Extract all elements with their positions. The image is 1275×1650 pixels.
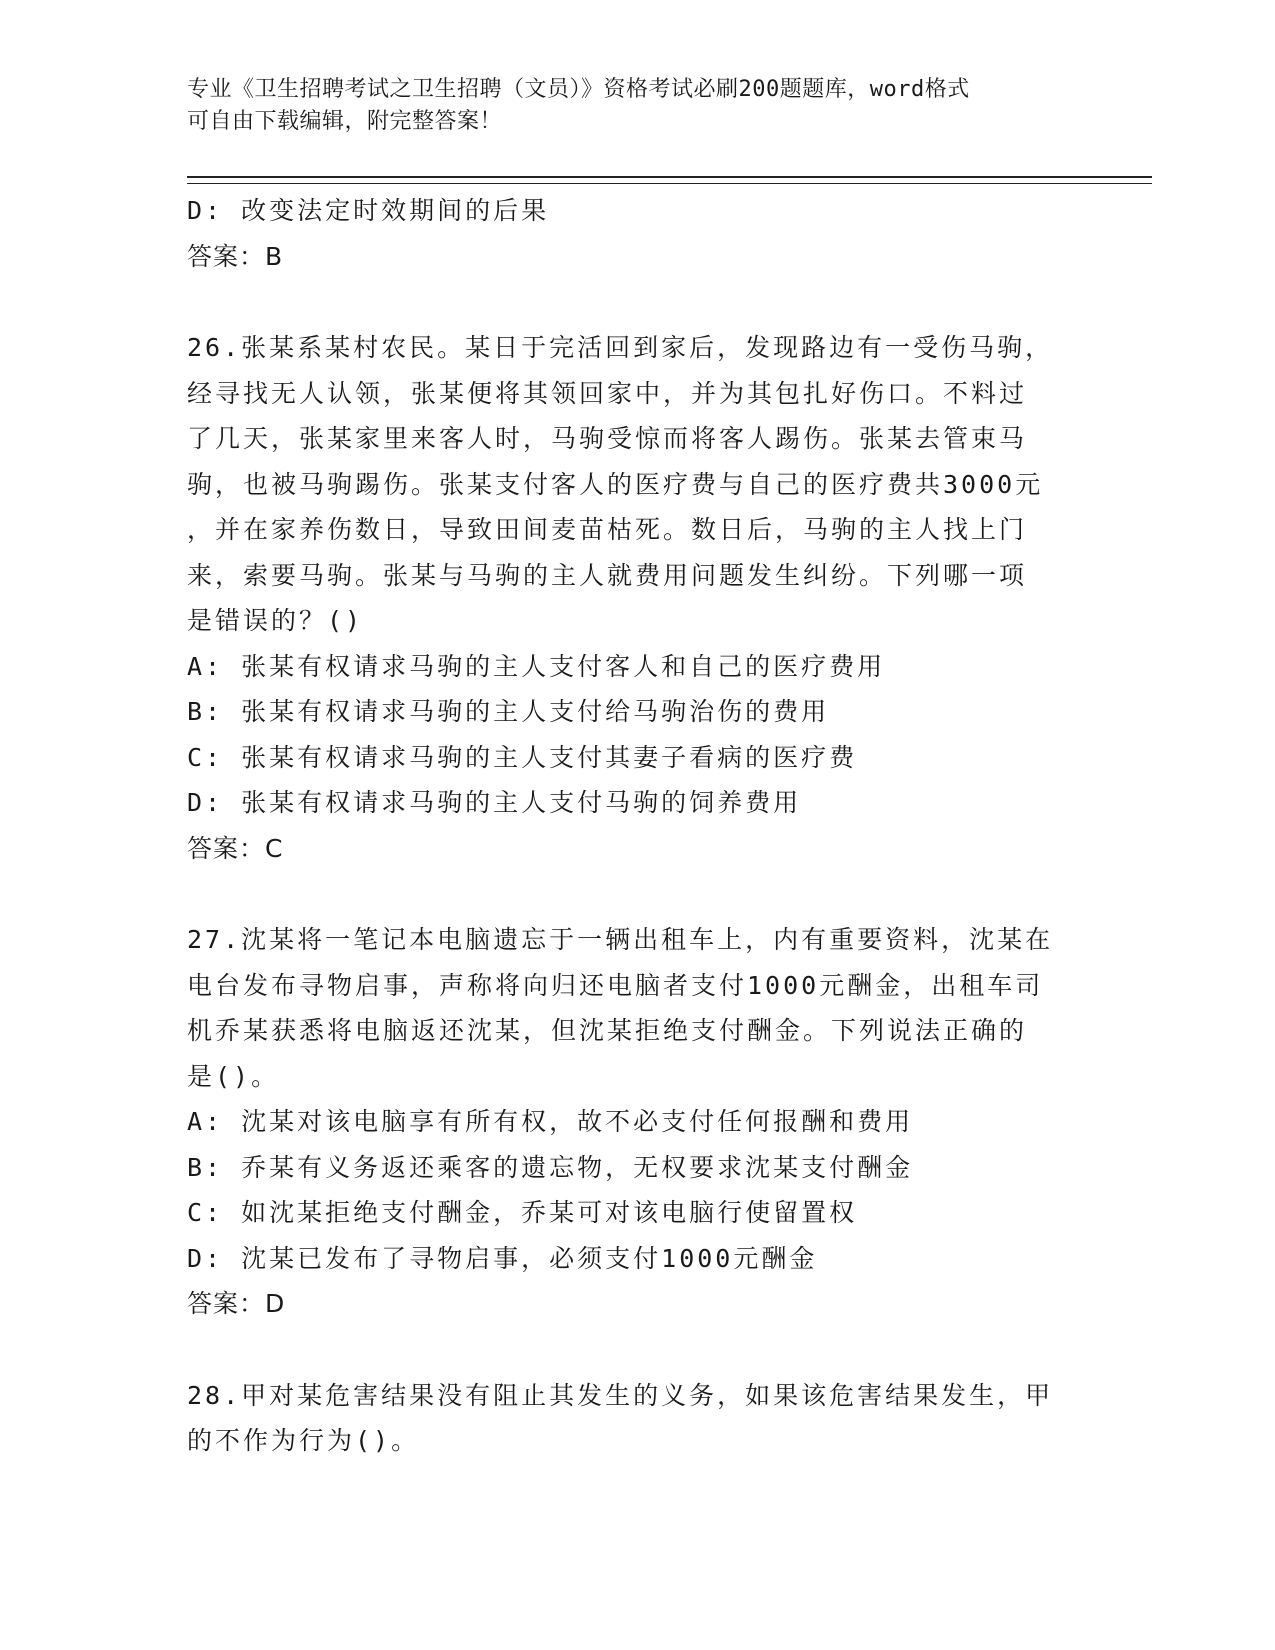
- question-27: [187, 917, 1087, 1327]
- question-27-option-d: D: 沈某已发布了寻物启事，必须支付1000元酬金: [187, 1243, 818, 1273]
- header-divider-thick: [187, 176, 1152, 178]
- question-27-answer: 答案：D: [187, 1289, 286, 1318]
- question-26-option-d: D: 张某有权请求马驹的主人支付马驹的饲养费用: [187, 788, 802, 817]
- question-26-option-a: A: 张某有权请求马驹的主人支付客人和自己的医疗费用: [187, 651, 886, 681]
- question-26-stem-line: 经寻找无人认领，张某便将其领回家中，并为其包扎好伤口。不料过: [187, 378, 1028, 408]
- question-27-stem-line: 27.沈某将一笔记本电脑遗忘于一辆出租车上，内有重要资料，沈某在: [187, 925, 1054, 954]
- question-26-stem-line: 26.张某系某村农民。某日于完活回到家后，发现路边有一受伤马驹，: [187, 333, 1054, 362]
- prev-question-option-d: D: 改变法定时效期间的后果: [187, 196, 550, 225]
- question-26-stem-line: 了几天，张某家里来客人时，马驹受惊而将客人踢伤。张某去管束马: [187, 424, 1028, 453]
- prev-question-answer: 答案：B: [187, 241, 284, 271]
- question-28: [187, 1373, 1087, 1464]
- question-26: [187, 325, 1087, 871]
- question-26-stem-line: 驹，也被马驹踢伤。张某支付客人的医疗费与自己的医疗费共3000元: [187, 469, 1044, 499]
- question-26-stem-line: ，并在家养伤数日，导致田间麦苗枯死。数日后，马驹的主人找上门: [187, 515, 1028, 544]
- question-27-stem-line: 是()。: [187, 1061, 280, 1091]
- document-body: [187, 188, 1087, 1464]
- question-26-answer: 答案：C: [187, 833, 284, 863]
- spacer: [187, 279, 1087, 325]
- question-28-stem-line: 的不作为行为()。: [187, 1426, 420, 1455]
- question-27-option-c: C: 如沈某拒绝支付酬金，乔某可对该电脑行使留置权: [187, 1198, 858, 1227]
- question-26-stem-line: 来，索要马驹。张某与马驹的主人就费用问题发生纠纷。下列哪一项: [187, 560, 1028, 590]
- question-27-option-b: B: 乔某有义务返还乘客的遗忘物，无权要求沈某支付酬金: [187, 1152, 914, 1182]
- header-line-2: 可自由下载编辑，附完整答案！: [187, 109, 503, 134]
- question-26-stem-line: 是错误的？(): [187, 606, 364, 635]
- document-header: [187, 74, 1087, 138]
- header-line-1: 专业《卫生招聘考试之卫生招聘（文员）》资格考试必刷200题题库，word格式: [187, 77, 970, 102]
- question-26-option-b: B: 张某有权请求马驹的主人支付给马驹治伤的费用: [187, 697, 830, 726]
- spacer: [187, 1327, 1087, 1373]
- question-27-stem-line: 机乔某获悉将电脑返还沈某，但沈某拒绝支付酬金。下列说法正确的: [187, 1016, 1028, 1045]
- question-28-stem-line: 28.甲对某危害结果没有阻止其发生的义务，如果该危害结果发生，甲: [187, 1380, 1054, 1410]
- header-divider-thin: [187, 183, 1152, 184]
- question-27-option-a: A: 沈某对该电脑享有所有权，故不必支付任何报酬和费用: [187, 1107, 914, 1136]
- spacer: [187, 871, 1087, 917]
- question-27-stem-line: 电台发布寻物启事，声称将向归还电脑者支付1000元酬金，出租车司: [187, 970, 1044, 1000]
- question-26-option-c: C: 张某有权请求马驹的主人支付其妻子看病的医疗费: [187, 742, 858, 772]
